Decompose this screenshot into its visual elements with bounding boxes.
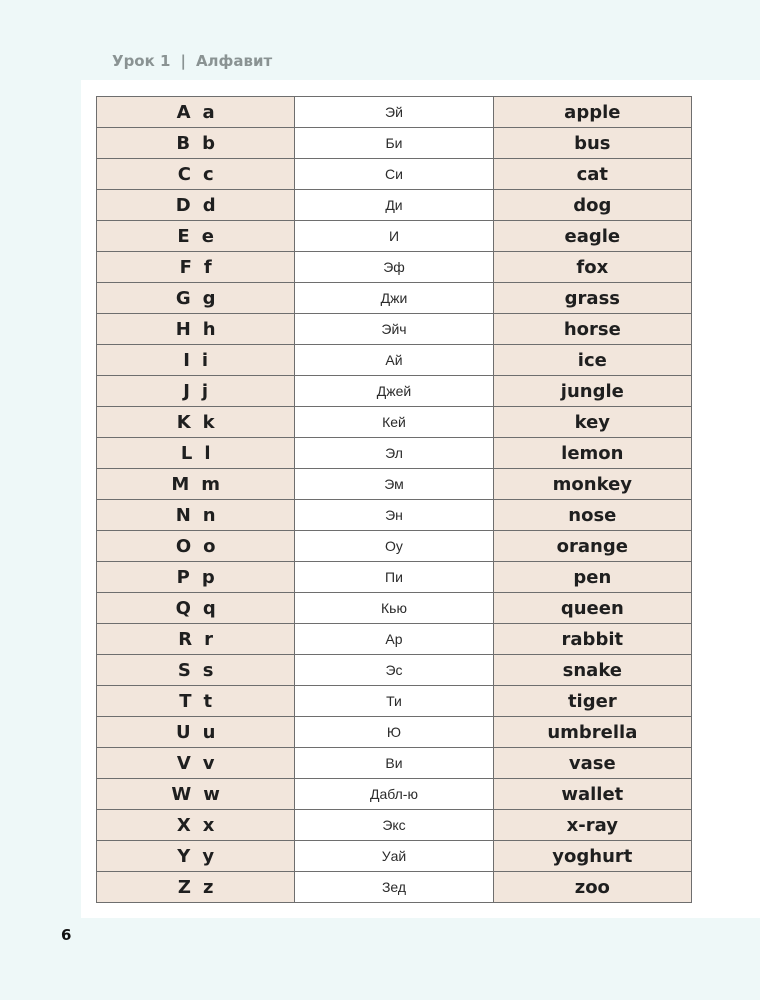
alphabet-table-body bbox=[97, 97, 692, 903]
lowercase-letter: y bbox=[202, 845, 215, 867]
uppercase-letter: W bbox=[171, 783, 192, 805]
letter-cell bbox=[97, 376, 295, 407]
example-word-cell: bus bbox=[493, 128, 691, 159]
lowercase-letter: h bbox=[202, 318, 216, 340]
alphabet-table bbox=[96, 96, 692, 903]
example-word-cell: dog bbox=[493, 190, 691, 221]
lowercase-letter: u bbox=[202, 721, 216, 743]
lowercase-letter: d bbox=[202, 194, 216, 216]
letter-cell bbox=[97, 562, 295, 593]
letter-cell bbox=[97, 872, 295, 903]
table-row bbox=[97, 717, 692, 748]
table-row bbox=[97, 686, 692, 717]
pronunciation-cell: Эн bbox=[295, 500, 493, 531]
uppercase-letter: G bbox=[175, 287, 191, 309]
pronunciation-cell: Эл bbox=[295, 438, 493, 469]
table-row bbox=[97, 190, 692, 221]
example-word-cell: rabbit bbox=[493, 624, 691, 655]
uppercase-letter: C bbox=[177, 163, 191, 185]
lesson-label: Урок 1 bbox=[112, 52, 171, 70]
uppercase-letter: Y bbox=[177, 845, 191, 867]
table-row bbox=[97, 500, 692, 531]
table-row bbox=[97, 531, 692, 562]
lowercase-letter: g bbox=[202, 287, 216, 309]
lowercase-letter: o bbox=[203, 535, 216, 557]
lowercase-letter: e bbox=[201, 225, 214, 247]
lowercase-letter: p bbox=[201, 566, 215, 588]
uppercase-letter: U bbox=[175, 721, 191, 743]
lowercase-letter: a bbox=[202, 101, 215, 123]
uppercase-letter: N bbox=[175, 504, 191, 526]
letter-cell bbox=[97, 717, 295, 748]
uppercase-letter: K bbox=[176, 411, 191, 433]
table-row bbox=[97, 128, 692, 159]
example-word-cell: key bbox=[493, 407, 691, 438]
example-word-cell: queen bbox=[493, 593, 691, 624]
lowercase-letter: j bbox=[201, 380, 209, 402]
uppercase-letter: E bbox=[177, 225, 190, 247]
example-word-cell: vase bbox=[493, 748, 691, 779]
letter-cell bbox=[97, 283, 295, 314]
pronunciation-cell: Ар bbox=[295, 624, 493, 655]
example-word-cell: pen bbox=[493, 562, 691, 593]
letter-cell bbox=[97, 686, 295, 717]
table-row bbox=[97, 376, 692, 407]
pronunciation-cell: Ай bbox=[295, 345, 493, 376]
letter-cell bbox=[97, 779, 295, 810]
letter-cell bbox=[97, 593, 295, 624]
pronunciation-cell: Ви bbox=[295, 748, 493, 779]
example-word-cell: ice bbox=[493, 345, 691, 376]
pronunciation-cell: Ю bbox=[295, 717, 493, 748]
uppercase-letter: M bbox=[171, 473, 190, 495]
example-word-cell: x-ray bbox=[493, 810, 691, 841]
table-row bbox=[97, 562, 692, 593]
table-row bbox=[97, 655, 692, 686]
pronunciation-cell: Би bbox=[295, 128, 493, 159]
letter-cell bbox=[97, 655, 295, 686]
letter-cell bbox=[97, 128, 295, 159]
uppercase-letter: S bbox=[177, 659, 191, 681]
page-number: 6 bbox=[61, 926, 72, 944]
lowercase-letter: x bbox=[202, 814, 215, 836]
uppercase-letter: F bbox=[179, 256, 192, 278]
letter-cell bbox=[97, 438, 295, 469]
table-row bbox=[97, 872, 692, 903]
uppercase-letter: H bbox=[175, 318, 191, 340]
pronunciation-cell: Кей bbox=[295, 407, 493, 438]
letter-cell bbox=[97, 345, 295, 376]
letter-cell bbox=[97, 500, 295, 531]
uppercase-letter: T bbox=[179, 690, 192, 712]
page-header bbox=[112, 52, 272, 70]
uppercase-letter: D bbox=[175, 194, 191, 216]
letter-cell bbox=[97, 748, 295, 779]
table-row bbox=[97, 283, 692, 314]
table-row bbox=[97, 252, 692, 283]
pronunciation-cell: Эф bbox=[295, 252, 493, 283]
lowercase-letter: c bbox=[202, 163, 214, 185]
letter-cell bbox=[97, 314, 295, 345]
letter-cell bbox=[97, 407, 295, 438]
letter-cell bbox=[97, 159, 295, 190]
uppercase-letter: L bbox=[180, 442, 193, 464]
letter-cell bbox=[97, 810, 295, 841]
uppercase-letter: R bbox=[178, 628, 193, 650]
pronunciation-cell: И bbox=[295, 221, 493, 252]
uppercase-letter: P bbox=[176, 566, 190, 588]
pronunciation-cell: Уай bbox=[295, 841, 493, 872]
lowercase-letter: k bbox=[202, 411, 215, 433]
table-row bbox=[97, 748, 692, 779]
lowercase-letter: q bbox=[202, 597, 216, 619]
lowercase-letter: l bbox=[204, 442, 211, 464]
pronunciation-cell: Эс bbox=[295, 655, 493, 686]
lowercase-letter: r bbox=[204, 628, 214, 650]
example-word-cell: umbrella bbox=[493, 717, 691, 748]
pronunciation-cell: Си bbox=[295, 159, 493, 190]
example-word-cell: zoo bbox=[493, 872, 691, 903]
lowercase-letter: i bbox=[201, 349, 209, 371]
uppercase-letter: A bbox=[176, 101, 191, 123]
example-word-cell: yoghurt bbox=[493, 841, 691, 872]
example-word-cell: wallet bbox=[493, 779, 691, 810]
table-row bbox=[97, 593, 692, 624]
pronunciation-cell: Эйч bbox=[295, 314, 493, 345]
pronunciation-cell: Эм bbox=[295, 469, 493, 500]
example-word-cell: apple bbox=[493, 97, 691, 128]
letter-cell bbox=[97, 624, 295, 655]
lowercase-letter: w bbox=[203, 783, 220, 805]
example-word-cell: cat bbox=[493, 159, 691, 190]
example-word-cell: orange bbox=[493, 531, 691, 562]
lowercase-letter: s bbox=[202, 659, 214, 681]
pronunciation-cell: Ти bbox=[295, 686, 493, 717]
table-row bbox=[97, 407, 692, 438]
lowercase-letter: f bbox=[203, 256, 212, 278]
table-row bbox=[97, 841, 692, 872]
uppercase-letter: I bbox=[183, 349, 190, 371]
letter-cell bbox=[97, 221, 295, 252]
pronunciation-cell: Дабл-ю bbox=[295, 779, 493, 810]
lowercase-letter: t bbox=[203, 690, 213, 712]
table-row bbox=[97, 779, 692, 810]
uppercase-letter: O bbox=[175, 535, 192, 557]
letter-cell bbox=[97, 252, 295, 283]
example-word-cell: eagle bbox=[493, 221, 691, 252]
example-word-cell: lemon bbox=[493, 438, 691, 469]
letter-cell bbox=[97, 531, 295, 562]
table-row bbox=[97, 221, 692, 252]
example-word-cell: horse bbox=[493, 314, 691, 345]
pronunciation-cell: Ди bbox=[295, 190, 493, 221]
example-word-cell: jungle bbox=[493, 376, 691, 407]
table-row bbox=[97, 810, 692, 841]
lesson-topic: Алфавит bbox=[195, 52, 273, 70]
example-word-cell: nose bbox=[493, 500, 691, 531]
table-row bbox=[97, 345, 692, 376]
header-separator: | bbox=[180, 52, 186, 70]
letter-cell bbox=[97, 97, 295, 128]
example-word-cell: tiger bbox=[493, 686, 691, 717]
example-word-cell: snake bbox=[493, 655, 691, 686]
pronunciation-cell: Оу bbox=[295, 531, 493, 562]
table-row bbox=[97, 159, 692, 190]
pronunciation-cell: Пи bbox=[295, 562, 493, 593]
pronunciation-cell: Кью bbox=[295, 593, 493, 624]
lowercase-letter: b bbox=[202, 132, 215, 154]
table-row bbox=[97, 469, 692, 500]
uppercase-letter: Q bbox=[175, 597, 191, 619]
pronunciation-cell: Джи bbox=[295, 283, 493, 314]
pronunciation-cell: Зед bbox=[295, 872, 493, 903]
table-row bbox=[97, 314, 692, 345]
pronunciation-cell: Джей bbox=[295, 376, 493, 407]
uppercase-letter: Z bbox=[177, 876, 191, 898]
lowercase-letter: v bbox=[202, 752, 215, 774]
uppercase-letter: X bbox=[176, 814, 191, 836]
example-word-cell: grass bbox=[493, 283, 691, 314]
uppercase-letter: J bbox=[183, 380, 190, 402]
lowercase-letter: z bbox=[202, 876, 214, 898]
uppercase-letter: V bbox=[176, 752, 191, 774]
example-word-cell: monkey bbox=[493, 469, 691, 500]
lowercase-letter: n bbox=[202, 504, 216, 526]
lowercase-letter: m bbox=[201, 473, 220, 495]
table-row bbox=[97, 97, 692, 128]
table-row bbox=[97, 438, 692, 469]
table-row bbox=[97, 624, 692, 655]
letter-cell bbox=[97, 190, 295, 221]
uppercase-letter: B bbox=[176, 132, 191, 154]
letter-cell bbox=[97, 469, 295, 500]
example-word-cell: fox bbox=[493, 252, 691, 283]
pronunciation-cell: Экс bbox=[295, 810, 493, 841]
pronunciation-cell: Эй bbox=[295, 97, 493, 128]
letter-cell bbox=[97, 841, 295, 872]
